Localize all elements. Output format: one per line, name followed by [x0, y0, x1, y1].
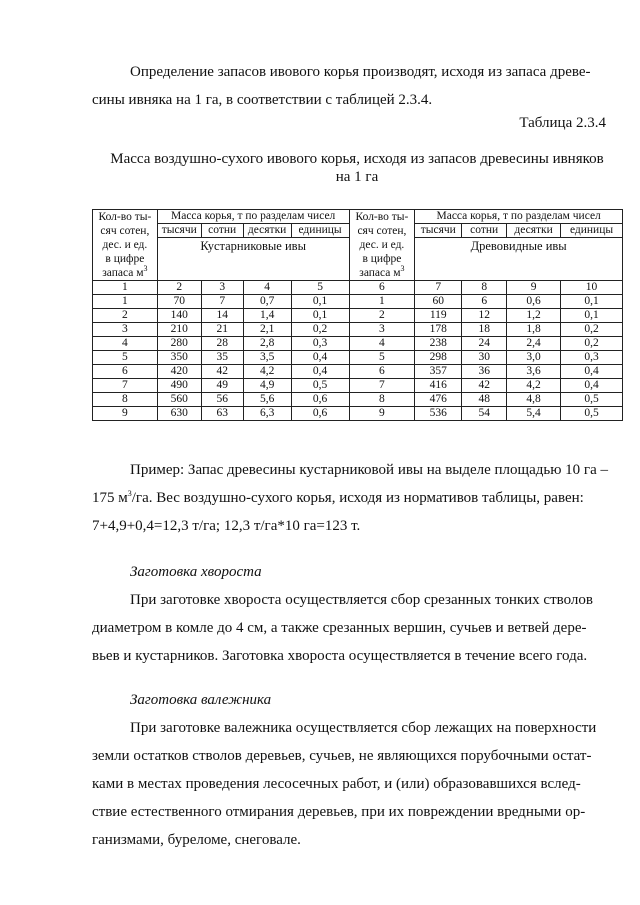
- table-cell: 2: [349, 309, 415, 323]
- deadwood-line-1: При заготовке валежника осуществляется сбор лежащих на поверхности: [130, 720, 597, 736]
- qty-header-right-l2: сяч сотен,: [357, 225, 407, 237]
- column-number-cell: 4: [243, 281, 291, 295]
- table-cell: 0,6: [291, 407, 349, 421]
- table-cell: 140: [157, 309, 201, 323]
- column-number-cell: 8: [462, 281, 507, 295]
- table-cell: 70: [157, 295, 201, 309]
- intro-line-2: сины ивняка на 1 га, в соответствии с таблицей 2.3.4.: [92, 92, 433, 108]
- mass-header-right: Масса корья, т по разделам чисел: [415, 210, 623, 224]
- table-row: [93, 365, 623, 379]
- table-cell: 630: [157, 407, 201, 421]
- table-cell: 0,6: [291, 393, 349, 407]
- table-cell: 0,2: [561, 337, 623, 351]
- table-cell: 6: [462, 295, 507, 309]
- brushwood-line-1: При заготовке хвороста осуществляется сбор срезанных тонких стволов: [130, 592, 593, 608]
- subhead-thousands-right: тысячи: [415, 224, 462, 238]
- table-cell: 1: [93, 295, 158, 309]
- table-cell: 5: [93, 351, 158, 365]
- column-number-cell: 3: [201, 281, 243, 295]
- bark-mass-table: [92, 209, 623, 421]
- table-cell: 3,5: [243, 351, 291, 365]
- table-cell: 48: [462, 393, 507, 407]
- qty-header-left-l5: запаса м: [102, 267, 144, 279]
- qty-header-left: [93, 210, 158, 281]
- table-cell: 3: [349, 323, 415, 337]
- table-cell: 7: [349, 379, 415, 393]
- table-title-line-1: Масса воздушно-сухого ивового корья, исходя из запасов древесины ивняков: [110, 151, 604, 167]
- table-cell: 4,9: [243, 379, 291, 393]
- table-cell: 0,2: [291, 323, 349, 337]
- qty-header-left-l1: Кол-во ты-: [98, 211, 152, 223]
- table-row: [93, 379, 623, 393]
- example-line-2b: /га. Вес воздушно-сухого корья, исходя из нормативов таблицы, равен:: [131, 490, 584, 506]
- table-cell: 4,8: [507, 393, 561, 407]
- table-label: Таблица 2.3.4: [519, 115, 606, 131]
- deadwood-line-4: ствие естественного отмирания деревьев, при их повреждении вредными ор-: [92, 804, 586, 820]
- table-cell: 420: [157, 365, 201, 379]
- mass-header-left: Масса корья, т по разделам чисел: [157, 210, 349, 224]
- superscript-3: 3: [143, 264, 148, 274]
- column-number-cell: 1: [93, 281, 158, 295]
- table-cell: 0,3: [561, 351, 623, 365]
- example-line-3: 7+4,9+0,4=12,3 т/га; 12,3 т/га*10 га=123 т.: [92, 518, 361, 534]
- table-cell: 49: [201, 379, 243, 393]
- table-cell: 350: [157, 351, 201, 365]
- table-cell: 298: [415, 351, 462, 365]
- table-cell: 28: [201, 337, 243, 351]
- table-cell: 536: [415, 407, 462, 421]
- group-shrub-willows: Кустарниковые ивы: [157, 238, 349, 281]
- deadwood-line-5: ганизмами, буреломе, снеговале.: [92, 832, 301, 848]
- table-cell: 4: [93, 337, 158, 351]
- qty-header-left-l3: дес. и ед.: [102, 239, 148, 251]
- brushwood-paragraph: [92, 586, 622, 670]
- qty-header-right-l5: запаса м: [359, 267, 401, 279]
- subhead-hundreds-right: сотни: [462, 224, 507, 238]
- table-cell: 0,1: [291, 309, 349, 323]
- table-cell: 3,6: [507, 365, 561, 379]
- table-cell: 357: [415, 365, 462, 379]
- table-row: [93, 323, 623, 337]
- brushwood-line-2: диаметром в комле до 4 см, а также срезанных вершин, сучьев и ветвей дере-: [92, 620, 587, 636]
- table-cell: 1,8: [507, 323, 561, 337]
- table-cell: 54: [462, 407, 507, 421]
- deadwood-line-2: земли остатков стволов деревьев, сучьев, не являющихся порубочными остат-: [92, 748, 592, 764]
- table-cell: 2,1: [243, 323, 291, 337]
- table-cell: 8: [93, 393, 158, 407]
- table-row: [93, 295, 623, 309]
- section-heading-brushwood: Заготовка хвороста: [130, 564, 262, 580]
- subhead-tens-left: десятки: [243, 224, 291, 238]
- column-number-cell: 6: [349, 281, 415, 295]
- table-cell: 0,3: [291, 337, 349, 351]
- subhead-units-left: единицы: [291, 224, 349, 238]
- table-cell: 0,4: [561, 365, 623, 379]
- table-cell: 9: [93, 407, 158, 421]
- table-cell: 21: [201, 323, 243, 337]
- table-cell: 0,1: [561, 295, 623, 309]
- table-row: [93, 337, 623, 351]
- subhead-thousands-left: тысячи: [157, 224, 201, 238]
- table-cell: 4: [349, 337, 415, 351]
- table-cell: 3,0: [507, 351, 561, 365]
- table-cell: 63: [201, 407, 243, 421]
- table-cell: 7: [93, 379, 158, 393]
- example-paragraph: [92, 456, 622, 540]
- table-cell: 42: [462, 379, 507, 393]
- table-cell: 1: [349, 295, 415, 309]
- table-cell: 0,4: [291, 351, 349, 365]
- table-row: [93, 407, 623, 421]
- group-tree-willows: Древовидные ивы: [415, 238, 623, 281]
- column-number-row: [93, 281, 623, 295]
- table-cell: 6: [349, 365, 415, 379]
- example-superscript: 3: [127, 489, 132, 498]
- example-line-2: [92, 484, 622, 512]
- table-cell: 18: [462, 323, 507, 337]
- table-cell: 0,6: [507, 295, 561, 309]
- subhead-tens-right: десятки: [507, 224, 561, 238]
- deadwood-line-3: ками в местах проведения лесосечных работ, и (или) образовавшихся вслед-: [92, 776, 581, 792]
- table-row: [93, 351, 623, 365]
- column-number-cell: 9: [507, 281, 561, 295]
- table-cell: 0,5: [291, 379, 349, 393]
- table-cell: 0,1: [291, 295, 349, 309]
- table-cell: 280: [157, 337, 201, 351]
- section-heading-deadwood: Заготовка валежника: [130, 692, 272, 708]
- table-cell: 42: [201, 365, 243, 379]
- table-cell: 5,6: [243, 393, 291, 407]
- table-cell: 6: [93, 365, 158, 379]
- table-cell: 0,5: [561, 393, 623, 407]
- example-line-1: Пример: Запас древесины кустарниковой ивы на выделе площадью 10 га –: [130, 462, 608, 478]
- qty-header-right: [349, 210, 415, 281]
- table-cell: 238: [415, 337, 462, 351]
- deadwood-paragraph: [92, 714, 622, 854]
- column-number-cell: 2: [157, 281, 201, 295]
- column-number-cell: 10: [561, 281, 623, 295]
- brushwood-line-3: вьев и кустарников. Заготовка хвороста осуществляется в течение всего года.: [92, 648, 588, 664]
- table-cell: 0,2: [561, 323, 623, 337]
- table-cell: 560: [157, 393, 201, 407]
- table-cell: 2,4: [507, 337, 561, 351]
- table-cell: 12: [462, 309, 507, 323]
- table-cell: 0,4: [561, 379, 623, 393]
- qty-header-left-l4: в цифре: [105, 253, 145, 265]
- table-cell: 3: [93, 323, 158, 337]
- table-cell: 1,2: [507, 309, 561, 323]
- table-cell: 4,2: [243, 365, 291, 379]
- table-cell: 210: [157, 323, 201, 337]
- intro-line-1: Определение запасов ивового корья производят, исходя из запаса древе-: [130, 64, 591, 80]
- column-number-cell: 5: [291, 281, 349, 295]
- table-cell: 8: [349, 393, 415, 407]
- table-cell: 0,4: [291, 365, 349, 379]
- table-cell: 30: [462, 351, 507, 365]
- table-title: [92, 150, 622, 186]
- table-cell: 178: [415, 323, 462, 337]
- subhead-hundreds-left: сотни: [201, 224, 243, 238]
- table-cell: 35: [201, 351, 243, 365]
- qty-header-right-l1: Кол-во ты-: [355, 211, 409, 223]
- table-cell: 119: [415, 309, 462, 323]
- table-title-line-2: на 1 га: [335, 169, 379, 185]
- table-cell: 5: [349, 351, 415, 365]
- table-cell: 2,8: [243, 337, 291, 351]
- table-cell: 1,4: [243, 309, 291, 323]
- table-cell: 2: [93, 309, 158, 323]
- table-row: [93, 393, 623, 407]
- column-number-cell: 7: [415, 281, 462, 295]
- intro-paragraph: [92, 58, 622, 114]
- table-cell: 36: [462, 365, 507, 379]
- subhead-units-right: единицы: [561, 224, 623, 238]
- table-cell: 0,5: [561, 407, 623, 421]
- table-cell: 14: [201, 309, 243, 323]
- table-cell: 56: [201, 393, 243, 407]
- table-cell: 9: [349, 407, 415, 421]
- table-cell: 5,4: [507, 407, 561, 421]
- qty-header-right-l4: в цифре: [362, 253, 402, 265]
- table-row: [93, 309, 623, 323]
- table-cell: 4,2: [507, 379, 561, 393]
- superscript-3: 3: [400, 264, 405, 274]
- table-cell: 6,3: [243, 407, 291, 421]
- table-cell: 0,7: [243, 295, 291, 309]
- qty-header-left-l2: сяч сотен,: [100, 225, 150, 237]
- table-cell: 60: [415, 295, 462, 309]
- qty-header-right-l3: дес. и ед.: [359, 239, 405, 251]
- table-header-row-1: [93, 210, 623, 224]
- example-line-2a: 175 м: [92, 490, 128, 506]
- table-cell: 416: [415, 379, 462, 393]
- table-cell: 24: [462, 337, 507, 351]
- table-cell: 7: [201, 295, 243, 309]
- table-cell: 0,1: [561, 309, 623, 323]
- table-cell: 476: [415, 393, 462, 407]
- table-cell: 490: [157, 379, 201, 393]
